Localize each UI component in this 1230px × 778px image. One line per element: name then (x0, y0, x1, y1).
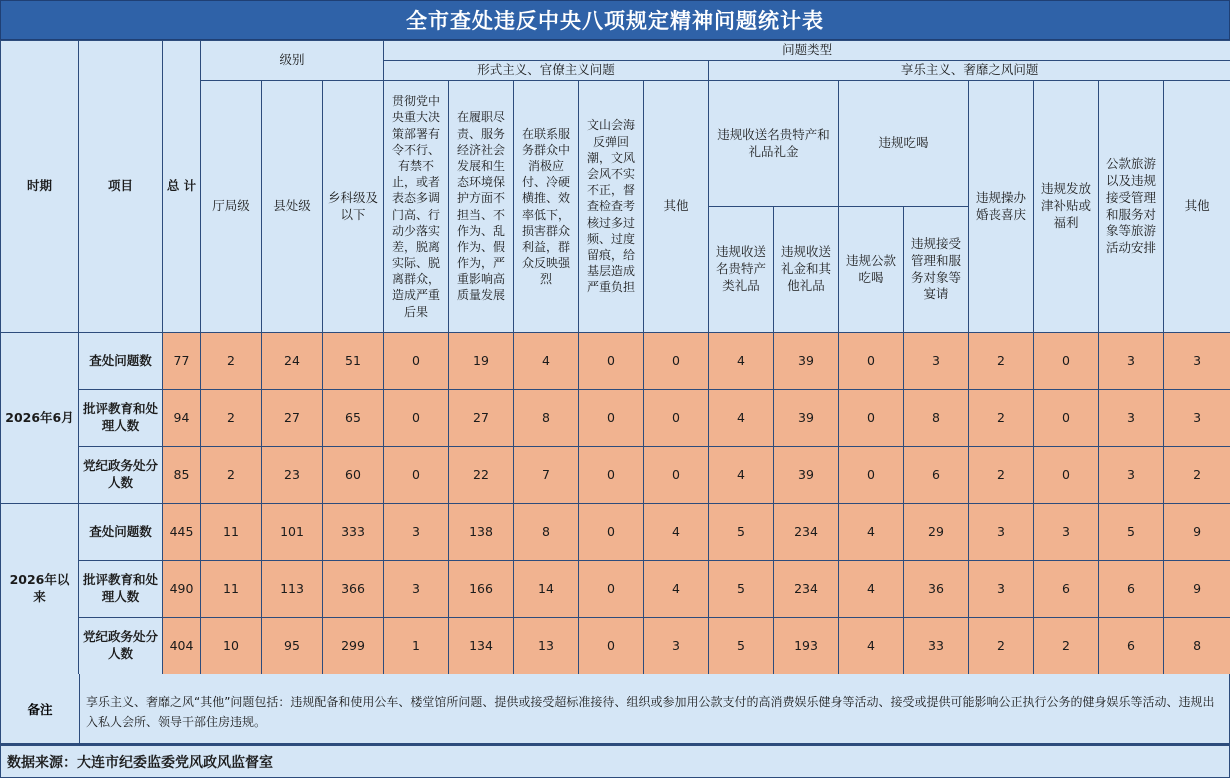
value-cell: 4 (709, 390, 774, 447)
value-cell: 10 (201, 618, 262, 675)
value-cell: 3 (969, 561, 1034, 618)
value-cell: 14 (514, 561, 579, 618)
value-cell: 333 (323, 504, 384, 561)
value-cell: 3 (1099, 447, 1164, 504)
value-cell: 0 (579, 504, 644, 561)
value-cell: 4 (644, 561, 709, 618)
value-cell: 33 (904, 618, 969, 675)
header-hedonism-group: 享乐主义、奢靡之风问题 (709, 61, 1230, 81)
header-dining-group: 违规吃喝 (839, 81, 969, 207)
total-cell: 404 (163, 618, 201, 675)
value-cell: 0 (579, 333, 644, 390)
value-cell: 51 (323, 333, 384, 390)
total-cell: 77 (163, 333, 201, 390)
table-row (1, 447, 1230, 504)
header-formalism-1: 贯彻党中央重大决策部署有令不行、有禁不止，或者表态多调门高、行动少落实差，脱离实际、脱离群众，造成严重后果 (384, 81, 449, 333)
value-cell: 60 (323, 447, 384, 504)
value-cell: 65 (323, 390, 384, 447)
table-row (1, 504, 1230, 561)
value-cell: 6 (1034, 561, 1099, 618)
row-item-label: 查处问题数 (79, 333, 163, 390)
value-cell: 134 (449, 618, 514, 675)
value-cell: 113 (262, 561, 323, 618)
value-cell: 3 (384, 504, 449, 561)
value-cell: 0 (839, 447, 904, 504)
header-dining-banquet: 违规接受管理和服务对象等宴请 (904, 207, 969, 333)
value-cell: 3 (1034, 504, 1099, 561)
note-text: 享乐主义、奢靡之风“其他”问题包括：违规配备和使用公车、楼堂馆所问题、提供或接受超标准接待、组织或参加用公款支付的高消费娱乐健身等活动、接受或提供可能影响公正执行公务的健身娱乐等活动、违规出入私人会所、领导干部住房违规。 (80, 674, 1229, 743)
header-period: 时期 (1, 41, 79, 333)
value-cell: 4 (709, 447, 774, 504)
table-row (1, 561, 1230, 618)
value-cell: 6 (1099, 561, 1164, 618)
value-cell: 0 (1034, 333, 1099, 390)
header-level-xian: 县处级 (262, 81, 323, 333)
value-cell: 0 (579, 447, 644, 504)
value-cell: 4 (514, 333, 579, 390)
value-cell: 6 (904, 447, 969, 504)
value-cell: 3 (904, 333, 969, 390)
header-formalism-2: 在履职尽责、服务经济社会发展和生态环境保护方面不担当、不作为、乱作为、假作为，严重影响高质量发展 (449, 81, 514, 333)
note-label: 备注 (1, 674, 80, 743)
value-cell: 36 (904, 561, 969, 618)
value-cell: 138 (449, 504, 514, 561)
value-cell: 1 (384, 618, 449, 675)
value-cell: 2 (969, 333, 1034, 390)
value-cell: 0 (384, 447, 449, 504)
value-cell: 4 (839, 561, 904, 618)
value-cell: 0 (579, 390, 644, 447)
value-cell: 19 (449, 333, 514, 390)
value-cell: 9 (1164, 504, 1230, 561)
header-level-ting: 厅局级 (201, 81, 262, 333)
period-label: 2026年以来 (1, 504, 79, 675)
header-total: 总 计 (163, 41, 201, 333)
value-cell: 4 (839, 504, 904, 561)
value-cell: 234 (774, 561, 839, 618)
value-cell: 95 (262, 618, 323, 675)
value-cell: 2 (969, 618, 1034, 675)
header-formalism-3: 在联系服务群众中消极应付、冷硬横推、效率低下，损害群众利益，群众反映强烈 (514, 81, 579, 333)
value-cell: 2 (969, 447, 1034, 504)
value-cell: 9 (1164, 561, 1230, 618)
statistics-table (0, 40, 1230, 675)
value-cell: 23 (262, 447, 323, 504)
value-cell: 3 (384, 561, 449, 618)
value-cell: 3 (644, 618, 709, 675)
value-cell: 0 (579, 618, 644, 675)
header-formalism-group: 形式主义、官僚主义问题 (384, 61, 709, 81)
value-cell: 0 (839, 333, 904, 390)
value-cell: 8 (514, 504, 579, 561)
header-formalism-4: 文山会海反弹回潮，文风会风不实不正，督查检查考核过多过频、过度留痕，给基层造成严重负担 (579, 81, 644, 333)
value-cell: 2 (201, 390, 262, 447)
value-cell: 0 (1034, 447, 1099, 504)
value-cell: 3 (1099, 390, 1164, 447)
value-cell: 8 (514, 390, 579, 447)
header-formalism-other: 其他 (644, 81, 709, 333)
value-cell: 2 (1164, 447, 1230, 504)
value-cell: 8 (1164, 618, 1230, 675)
value-cell: 0 (1034, 390, 1099, 447)
value-cell: 0 (644, 333, 709, 390)
value-cell: 5 (709, 504, 774, 561)
note-row (0, 674, 1230, 744)
value-cell: 29 (904, 504, 969, 561)
value-cell: 5 (709, 561, 774, 618)
value-cell: 2 (1034, 618, 1099, 675)
table-row (1, 618, 1230, 675)
row-item-label: 党纪政务处分人数 (79, 618, 163, 675)
value-cell: 39 (774, 447, 839, 504)
value-cell: 5 (709, 618, 774, 675)
header-level-xiang: 乡科级及以下 (323, 81, 384, 333)
value-cell: 8 (904, 390, 969, 447)
value-cell: 22 (449, 447, 514, 504)
value-cell: 0 (839, 390, 904, 447)
value-cell: 0 (644, 447, 709, 504)
value-cell: 0 (384, 333, 449, 390)
value-cell: 7 (514, 447, 579, 504)
header-gift-cash: 违规收送礼金和其他礼品 (774, 207, 839, 333)
header-allowance: 违规发放津补贴或福利 (1034, 81, 1099, 333)
value-cell: 3 (969, 504, 1034, 561)
header-hedonism-other: 其他 (1164, 81, 1230, 333)
value-cell: 101 (262, 504, 323, 561)
value-cell: 4 (709, 333, 774, 390)
value-cell: 2 (969, 390, 1034, 447)
value-cell: 3 (1164, 333, 1230, 390)
value-cell: 4 (644, 504, 709, 561)
value-cell: 2 (201, 333, 262, 390)
value-cell: 11 (201, 561, 262, 618)
total-cell: 94 (163, 390, 201, 447)
table-row (1, 390, 1230, 447)
value-cell: 4 (839, 618, 904, 675)
header-problem-type: 问题类型 (384, 41, 1230, 61)
value-cell: 24 (262, 333, 323, 390)
value-cell: 3 (1099, 333, 1164, 390)
value-cell: 13 (514, 618, 579, 675)
value-cell: 39 (774, 390, 839, 447)
value-cell: 27 (449, 390, 514, 447)
value-cell: 5 (1099, 504, 1164, 561)
value-cell: 11 (201, 504, 262, 561)
header-level: 级别 (201, 41, 384, 81)
value-cell: 166 (449, 561, 514, 618)
header-travel: 公款旅游以及违规接受管理和服务对象等旅游活动安排 (1099, 81, 1164, 333)
header-dining-public: 违规公款吃喝 (839, 207, 904, 333)
value-cell: 39 (774, 333, 839, 390)
value-cell: 299 (323, 618, 384, 675)
value-cell: 27 (262, 390, 323, 447)
value-cell: 0 (384, 390, 449, 447)
row-item-label: 批评教育和处理人数 (79, 561, 163, 618)
data-source: 数据来源：大连市纪委监委党风政风监督室 (0, 744, 1230, 778)
row-item-label: 党纪政务处分人数 (79, 447, 163, 504)
value-cell: 366 (323, 561, 384, 618)
header-item: 项目 (79, 41, 163, 333)
table-row (1, 333, 1230, 390)
table-title: 全市查处违反中央八项规定精神问题统计表 (0, 0, 1230, 40)
value-cell: 2 (201, 447, 262, 504)
total-cell: 445 (163, 504, 201, 561)
header-gift-specialty: 违规收送名贵特产类礼品 (709, 207, 774, 333)
row-item-label: 批评教育和处理人数 (79, 390, 163, 447)
row-item-label: 查处问题数 (79, 504, 163, 561)
total-cell: 490 (163, 561, 201, 618)
value-cell: 6 (1099, 618, 1164, 675)
value-cell: 3 (1164, 390, 1230, 447)
header-wedding-funeral: 违规操办婚丧喜庆 (969, 81, 1034, 333)
value-cell: 234 (774, 504, 839, 561)
header-gift-group: 违规收送名贵特产和礼品礼金 (709, 81, 839, 207)
value-cell: 193 (774, 618, 839, 675)
period-label: 2026年6月 (1, 333, 79, 504)
total-cell: 85 (163, 447, 201, 504)
value-cell: 0 (644, 390, 709, 447)
value-cell: 0 (579, 561, 644, 618)
